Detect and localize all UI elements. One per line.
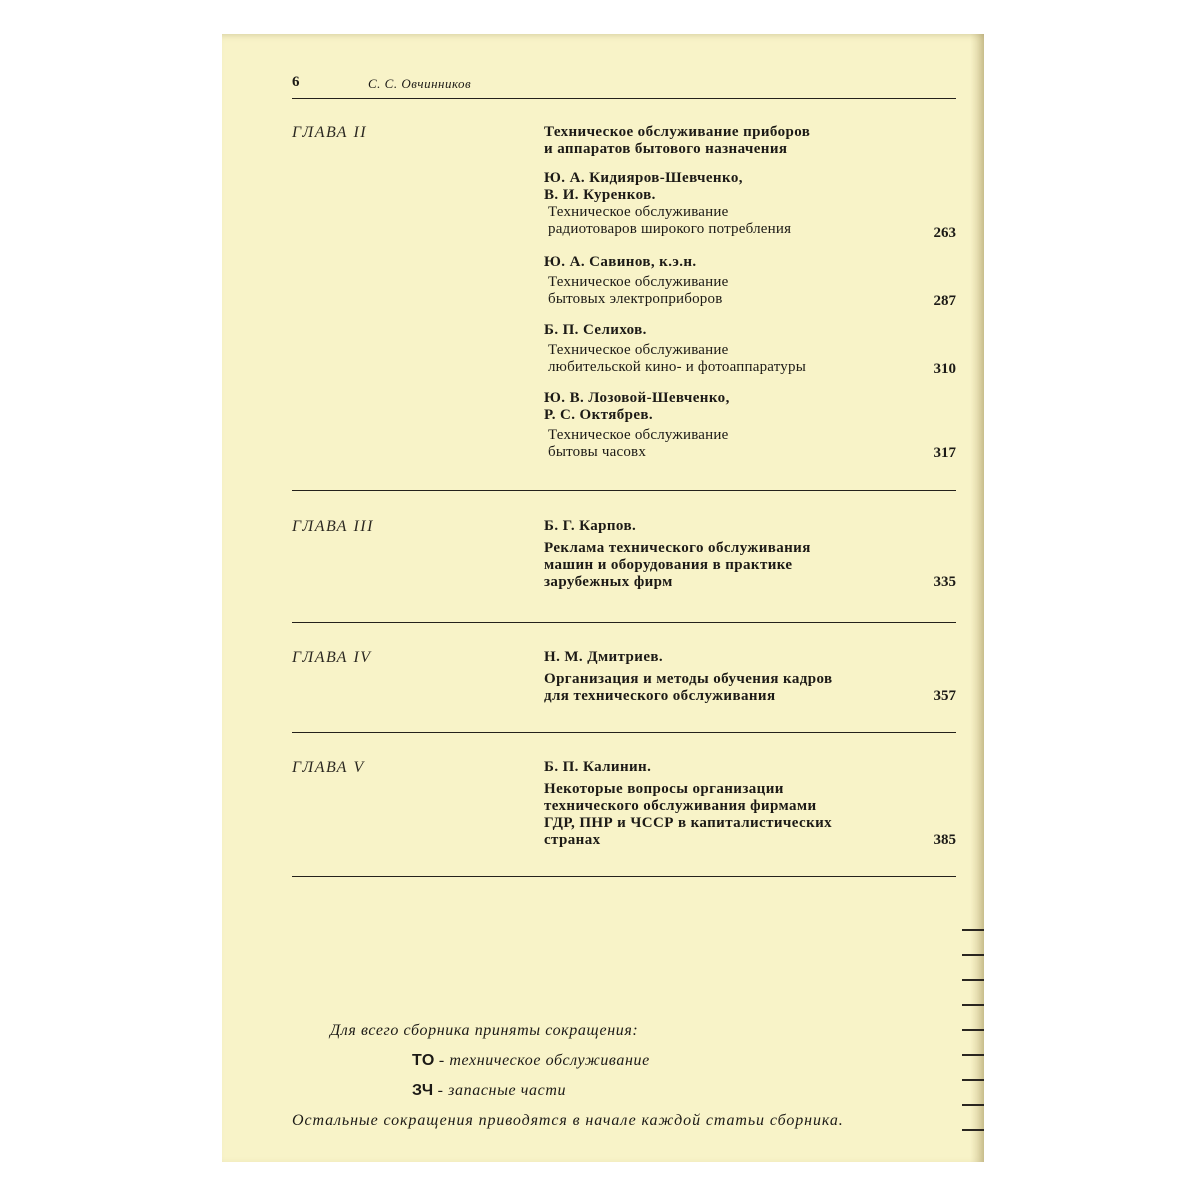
- header-rule: [292, 98, 956, 99]
- entry-title: технического обслуживания фирмами: [544, 798, 817, 814]
- abbreviation-row: [412, 1052, 650, 1070]
- page-edge-mark: [962, 1104, 984, 1106]
- entry-author: В. И. Куренков.: [544, 187, 656, 203]
- toc-entry: [544, 518, 954, 591]
- entry-author: Б. П. Калинин.: [544, 759, 652, 775]
- chapter-label: ГЛАВА IV: [292, 649, 372, 666]
- page-edge-mark: [962, 929, 984, 931]
- chapter-label: ГЛАВА V: [292, 759, 365, 776]
- toc-entry: [544, 390, 954, 461]
- entry-page-number: 317: [933, 445, 956, 461]
- toc-entry: [544, 322, 954, 376]
- entry-title: для технического обслуживания: [544, 688, 776, 704]
- entry-title: ГДР, ПНР и ЧССР в капиталистических: [544, 815, 833, 831]
- entry-title: бытовых электроприборов: [548, 291, 723, 307]
- abbreviations-intro: Для всего сборника приняты сокращения:: [330, 1022, 639, 1039]
- abbreviation-code: ЗЧ: [412, 1082, 434, 1099]
- toc-entry: [544, 759, 954, 849]
- entry-page-number: 310: [933, 361, 956, 377]
- book-page: [222, 34, 984, 1162]
- section-rule: [292, 876, 956, 877]
- page-edge-mark: [962, 1004, 984, 1006]
- entry-page-number: 385: [933, 832, 956, 848]
- entry-page-number: 287: [933, 293, 956, 309]
- entry-title: Организация и методы обучения кадров: [544, 671, 833, 687]
- entry-title: радиотоваров широкого потребления: [548, 221, 792, 237]
- entry-title: Техническое обслуживание: [548, 274, 729, 290]
- entry-page-number: 263: [933, 225, 956, 241]
- entry-author: Б. Г. Карпов.: [544, 518, 637, 534]
- chapter-label: ГЛАВА III: [292, 518, 374, 535]
- running-head: С. С. Овчинников: [368, 76, 472, 91]
- abbreviation-meaning: - запасные части: [437, 1082, 567, 1099]
- entry-page-number: 335: [933, 574, 956, 590]
- entry-title: машин и оборудования в практике: [544, 557, 793, 573]
- toc-entry: [544, 170, 954, 238]
- entry-title: любительской кино- и фотоаппаратуры: [548, 359, 806, 375]
- chapter-label: ГЛАВА II: [292, 124, 368, 141]
- abbreviation-meaning: - техническое обслуживание: [438, 1052, 650, 1069]
- section-rule: [292, 622, 956, 623]
- entry-title: Реклама технического обслуживания: [544, 540, 811, 556]
- entry-author: Ю. В. Лозовой-Шевченко,: [544, 390, 730, 406]
- section-rule: [292, 732, 956, 733]
- abbreviation-row: [412, 1082, 566, 1100]
- entry-author: Б. П. Селихов.: [544, 322, 647, 338]
- chapter-title: Техническое обслуживание приборов и аппаратов бытового назначения: [544, 124, 811, 157]
- page-edge-mark: [962, 1129, 984, 1131]
- entry-author: Ю. А. Кидияров-Шевченко,: [544, 170, 743, 186]
- entry-title: Некоторые вопросы организации: [544, 781, 784, 797]
- page-edge-mark: [962, 1079, 984, 1081]
- entry-title: зарубежных фирм: [544, 574, 673, 590]
- page-edge-mark: [962, 954, 984, 956]
- entry-title: странах: [544, 832, 601, 848]
- page-edge-mark: [962, 979, 984, 981]
- page-edge-shadow: [970, 34, 984, 1162]
- page-edge-mark: [962, 1054, 984, 1056]
- toc-entry: [544, 649, 954, 705]
- entry-author: Р. С. Октябрев.: [544, 407, 654, 423]
- abbreviation-code: ТО: [412, 1052, 435, 1069]
- toc-entry: [544, 254, 954, 308]
- entry-title: Техническое обслуживание: [548, 427, 729, 443]
- page-edge-mark: [962, 1029, 984, 1031]
- page-number: 6: [292, 74, 300, 90]
- abbreviations-closing: Остальные сокращения приводятся в начале каждой статьи сборника.: [292, 1112, 844, 1129]
- entry-author: Ю. А. Савинов, к.э.н.: [544, 254, 697, 270]
- section-rule: [292, 490, 956, 491]
- entry-title: Техническое обслуживание: [548, 342, 729, 358]
- entry-title: бытовы часовх: [548, 444, 647, 460]
- entry-page-number: 357: [933, 688, 956, 704]
- entry-title: Техническое обслуживание: [548, 204, 729, 220]
- entry-author: Н. М. Дмитриев.: [544, 649, 664, 665]
